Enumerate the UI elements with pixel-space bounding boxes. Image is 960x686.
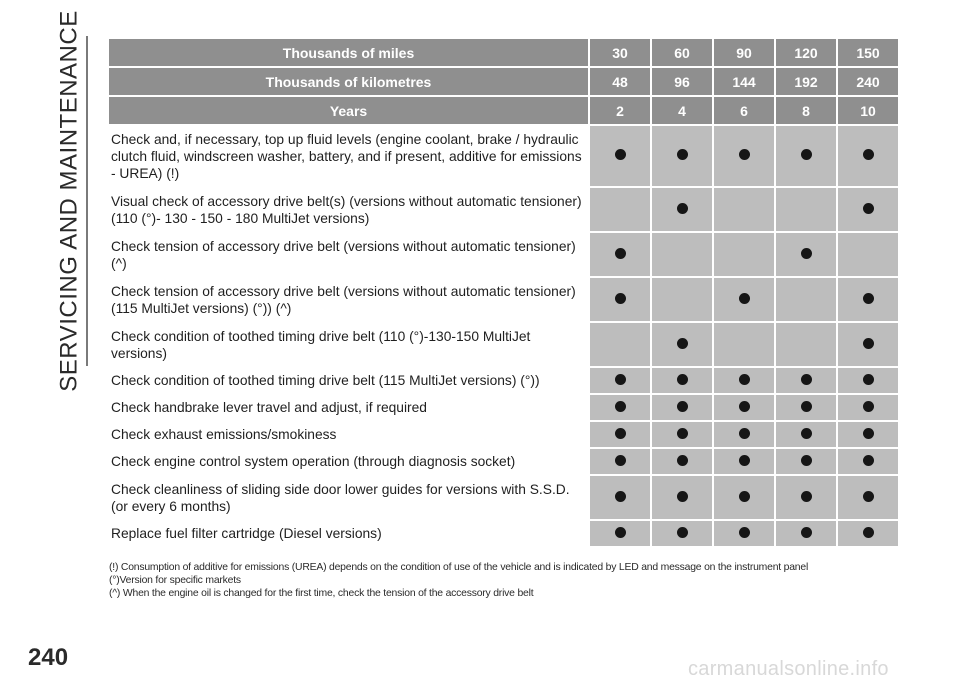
check-dot-icon: [739, 428, 750, 439]
check-dot-icon: [739, 401, 750, 412]
check-dot-icon: [739, 374, 750, 385]
interval-cell: [838, 422, 898, 447]
task-description: Check condition of toothed timing drive belt (115 MultiJet versions) (°)): [109, 368, 588, 393]
interval-cell: [776, 368, 836, 393]
interval-cell: [776, 126, 836, 186]
interval-cell: [838, 521, 898, 546]
task-description: Check and, if necessary, top up fluid levels (engine coolant, brake / hydraulic clutch fluid, windscreen washer, battery, and if present, additive for emissions - UREA) (!): [109, 126, 588, 186]
interval-cell: [652, 395, 712, 420]
interval-cell: [838, 395, 898, 420]
task-description: Visual check of accessory drive belt(s) (versions without automatic tensioner) (110 (°)- 130 - 150 - 180 MultiJet versions): [109, 188, 588, 231]
page-number: 240: [28, 644, 69, 671]
section-divider: [86, 36, 88, 366]
check-dot-icon: [739, 293, 750, 304]
check-dot-icon: [863, 428, 874, 439]
interval-cell: [714, 368, 774, 393]
check-dot-icon: [677, 455, 688, 466]
interval-cell: [652, 476, 712, 519]
header-value: 240: [838, 68, 898, 95]
check-dot-icon: [863, 455, 874, 466]
header-label: Years: [109, 97, 588, 124]
check-dot-icon: [615, 401, 626, 412]
table-row: [109, 278, 898, 321]
check-dot-icon: [677, 527, 688, 538]
interval-cell: [714, 188, 774, 231]
check-dot-icon: [863, 149, 874, 160]
check-dot-icon: [863, 203, 874, 214]
section-title-text: SERVICING AND MAINTENANCE: [56, 10, 84, 392]
interval-cell: [652, 449, 712, 474]
check-dot-icon: [739, 455, 750, 466]
header-value: 150: [838, 39, 898, 66]
table-row: [109, 422, 898, 447]
interval-cell: [590, 323, 650, 366]
check-dot-icon: [863, 527, 874, 538]
task-description: Check exhaust emissions/smokiness: [109, 422, 588, 447]
interval-cell: [590, 476, 650, 519]
check-dot-icon: [739, 491, 750, 502]
maintenance-schedule-table: [107, 37, 900, 548]
header-value: 120: [776, 39, 836, 66]
interval-cell: [776, 395, 836, 420]
check-dot-icon: [863, 491, 874, 502]
interval-cell: [590, 422, 650, 447]
header-value: 8: [776, 97, 836, 124]
check-dot-icon: [615, 293, 626, 304]
header-value: 4: [652, 97, 712, 124]
check-dot-icon: [739, 149, 750, 160]
interval-cell: [776, 233, 836, 276]
interval-cell: [590, 521, 650, 546]
footnote: (^) When the engine oil is changed for the first time, check the tension of the accessory drive belt: [109, 588, 534, 599]
check-dot-icon: [615, 374, 626, 385]
interval-cell: [590, 368, 650, 393]
header-label: Thousands of miles: [109, 39, 588, 66]
check-dot-icon: [677, 428, 688, 439]
task-description: Check cleanliness of sliding side door lower guides for versions with S.S.D. (or every 6 months): [109, 476, 588, 519]
check-dot-icon: [677, 401, 688, 412]
footnote: (°)Version for specific markets: [109, 575, 241, 586]
interval-cell: [714, 323, 774, 366]
interval-cell: [714, 422, 774, 447]
interval-cell: [838, 323, 898, 366]
interval-cell: [838, 476, 898, 519]
interval-cell: [838, 278, 898, 321]
interval-cell: [652, 368, 712, 393]
table-row: [109, 476, 898, 519]
interval-cell: [714, 126, 774, 186]
interval-cell: [652, 422, 712, 447]
check-dot-icon: [615, 428, 626, 439]
interval-cell: [652, 233, 712, 276]
check-dot-icon: [801, 401, 812, 412]
check-dot-icon: [863, 338, 874, 349]
interval-cell: [838, 449, 898, 474]
check-dot-icon: [615, 491, 626, 502]
footnote: (!) Consumption of additive for emissions (UREA) depends on the condition of use of the vehicle and is indicated by LED and message on the instrument panel: [109, 562, 809, 573]
check-dot-icon: [677, 338, 688, 349]
interval-cell: [652, 521, 712, 546]
interval-cell: [590, 126, 650, 186]
table-row: [109, 449, 898, 474]
check-dot-icon: [801, 248, 812, 259]
check-dot-icon: [615, 527, 626, 538]
interval-cell: [776, 422, 836, 447]
table-row: [109, 126, 898, 186]
check-dot-icon: [677, 149, 688, 160]
interval-cell: [714, 395, 774, 420]
check-dot-icon: [863, 374, 874, 385]
interval-cell: [590, 449, 650, 474]
interval-cell: [714, 521, 774, 546]
header-row-kilometres: [109, 68, 898, 95]
header-value: 2: [590, 97, 650, 124]
interval-cell: [714, 233, 774, 276]
check-dot-icon: [801, 455, 812, 466]
check-dot-icon: [801, 149, 812, 160]
header-label: Thousands of kilometres: [109, 68, 588, 95]
interval-cell: [714, 476, 774, 519]
interval-cell: [590, 233, 650, 276]
check-dot-icon: [801, 527, 812, 538]
maintenance-schedule-body: [109, 39, 898, 546]
table-row: [109, 188, 898, 231]
header-value: 192: [776, 68, 836, 95]
table-row: [109, 395, 898, 420]
header-value: 144: [714, 68, 774, 95]
interval-cell: [590, 278, 650, 321]
check-dot-icon: [615, 248, 626, 259]
table-row: [109, 233, 898, 276]
interval-cell: [776, 476, 836, 519]
interval-cell: [776, 521, 836, 546]
check-dot-icon: [615, 149, 626, 160]
interval-cell: [838, 126, 898, 186]
header-row-years: [109, 97, 898, 124]
check-dot-icon: [739, 527, 750, 538]
check-dot-icon: [801, 374, 812, 385]
interval-cell: [652, 323, 712, 366]
table-row: [109, 521, 898, 546]
interval-cell: [838, 368, 898, 393]
task-description: Check engine control system operation (through diagnosis socket): [109, 449, 588, 474]
header-value: 48: [590, 68, 650, 95]
task-description: Check condition of toothed timing drive belt (110 (°)-130-150 MultiJet versions): [109, 323, 588, 366]
header-row-miles: [109, 39, 898, 66]
watermark: carmanualsonline.info: [688, 658, 889, 680]
header-value: 90: [714, 39, 774, 66]
check-dot-icon: [677, 491, 688, 502]
check-dot-icon: [863, 293, 874, 304]
interval-cell: [776, 188, 836, 231]
task-description: Replace fuel filter cartridge (Diesel versions): [109, 521, 588, 546]
check-dot-icon: [677, 203, 688, 214]
header-value: 60: [652, 39, 712, 66]
table-row: [109, 368, 898, 393]
interval-cell: [776, 449, 836, 474]
check-dot-icon: [863, 401, 874, 412]
interval-cell: [590, 188, 650, 231]
interval-cell: [652, 126, 712, 186]
header-value: 96: [652, 68, 712, 95]
check-dot-icon: [677, 374, 688, 385]
interval-cell: [714, 449, 774, 474]
section-title: [52, 10, 88, 392]
interval-cell: [652, 188, 712, 231]
task-description: Check tension of accessory drive belt (versions without automatic tensioner) (115 MultiJet versions) (°)) (^): [109, 278, 588, 321]
interval-cell: [776, 278, 836, 321]
header-value: 6: [714, 97, 774, 124]
interval-cell: [776, 323, 836, 366]
header-value: 10: [838, 97, 898, 124]
table-row: [109, 323, 898, 366]
check-dot-icon: [615, 455, 626, 466]
task-description: Check handbrake lever travel and adjust, if required: [109, 395, 588, 420]
check-dot-icon: [801, 428, 812, 439]
interval-cell: [838, 188, 898, 231]
check-dot-icon: [801, 491, 812, 502]
interval-cell: [652, 278, 712, 321]
footnotes: [109, 561, 899, 600]
interval-cell: [714, 278, 774, 321]
interval-cell: [590, 395, 650, 420]
interval-cell: [838, 233, 898, 276]
task-description: Check tension of accessory drive belt (versions without automatic tensioner) (^): [109, 233, 588, 276]
header-value: 30: [590, 39, 650, 66]
